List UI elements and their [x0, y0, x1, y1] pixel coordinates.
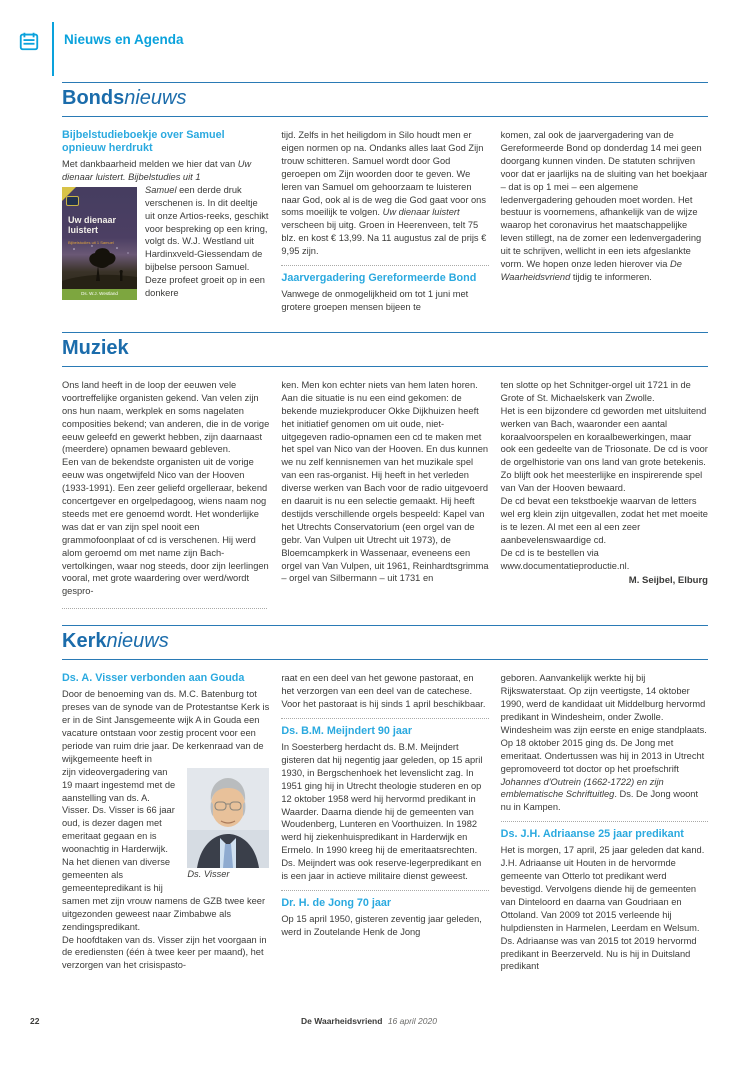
muziek-col-3 [501, 379, 708, 598]
article-title-samuel: Bijbelstudieboekje over Samuel opnieuw herdrukt [62, 129, 225, 154]
paragraph: In Soesterberg herdacht ds. B.M. Meijndert gisteren dat hij negentig jaar geleden, op 15 april 1930, in Bergschenhoek het levenslicht zag. In 1951 ging hij in Utrecht theologie studeren en op 12 oktober 1958 werd hij hervormd predikant in Waarder. Daarna diende hij de gemeenten van Woudenberg, Lunteren en Voorthuizen. In 1982 werd hij ziekenhuispredikant in Harderwijk en Ermelo. In 1990 kreeg hij de emeritaatsrechten. Ds. Meijndert was ook reserve-legerpredikant en is een jaar in actieve militaire dienst geweest. [281, 742, 483, 882]
section-bondsnieuws [62, 82, 708, 314]
artios-series-badge-icon [66, 196, 79, 206]
page-number: 22 [30, 1016, 40, 1026]
paragraph: Aan die situatie is nu een eind gekomen: de bekende muziekproducer Okke Dijkhuizen heeft het initiatief genomen om uit oude, niet-uitgegeven radio-opnamen een cd te maken met het spel van Nico van der Hooven. En dus kunnen we nu zelf kennisnemen van het muzikale spel van een ras-organist. Hij heeft in het verleden diverse werken van Bach voor de radio uitgevoerd en daaruit is nu een selectie gemaakt. Hij heeft destijds verschillende orgels bespeeld: Kapel van het Utrechts Conservatorium (een orgel van de gebr. Van Vulpen uit Utrecht uit 1973), de Bloemcampkerk in Wassenaar, eveneens een orgel van Van Vulpen, uit 1961, Reinhardtsgrimma – orgel van Silbermann – uit 1731 en [281, 392, 489, 584]
book-title [68, 215, 116, 235]
paragraph: Op 15 april 1950, gisteren zeventig jaar geleden, werd in Zoutelande Henk de Jong [281, 913, 482, 937]
section-title-bold: Muziek [62, 336, 129, 359]
book-subtitle: Bijbelstudies uit 1 Samuel [68, 239, 114, 245]
page-section-label: Nieuws en Agenda [64, 32, 184, 47]
bondsnieuws-col-2 [281, 129, 488, 314]
article-title-meijndert: Ds. B.M. Meijndert 90 jaar [281, 725, 413, 737]
article-title-dejong: Dr. H. de Jong 70 jaar [281, 896, 392, 909]
footer-magazine-title: De Waarheidsvriend [301, 1016, 383, 1026]
section-title-italic: nieuws [124, 87, 187, 109]
page-header [0, 22, 738, 76]
ds-visser-portrait-photo [187, 768, 269, 868]
paragraph: Het is een bijzondere cd geworden met uitsluitend werken van Bach, waaronder een aantal koraalvoorspelen en koraalbewerkingen, maar ook een gedeelte van de Triosonate. De cd is voor de orgelhistorie van ons land van grote betekenis. Zo blijft ook het meesterlijke en inspirerende spel van Van der Hooven bewaard. [500, 405, 708, 494]
header-divider [52, 22, 54, 76]
paragraph: Met dankbaarheid melden we hier dat van Uw dienaar luistert. Bijbelstudies uit 1 [62, 159, 252, 182]
muziek-columns [62, 379, 708, 598]
kerknieuws-col-3 [501, 672, 708, 973]
portrait-photo-figure [187, 768, 269, 881]
section-title-muziek [62, 332, 708, 367]
muziek-col-1 [62, 379, 269, 598]
tree-silhouette-icon [62, 243, 137, 289]
page-content [62, 78, 708, 973]
book-author-band: Ds. W.J. Westland [62, 289, 137, 300]
agenda-calendar-icon [18, 30, 40, 52]
paragraph: De cd is te bestellen via www.documentatieproductie.nl. [500, 547, 630, 571]
article-title-jaarvergadering: Jaarvergadering Gereformeerde Bond [281, 272, 477, 285]
book-title-line2: luistert [68, 224, 99, 235]
article-divider [281, 890, 488, 891]
paragraph: Ons land heeft in de loop der eeuwen vele voortreffelijke organisten gekend. Van velen zijn ons hun naam, werkplek en soms nagelaten composities bekend; van anderen, die in de vorige eeuw geleefd en gewerkt hebben, zijn daarnaast (meerdere) opnamen bewaard gebleven. [62, 379, 270, 455]
book-title-line1: Uw dienaar [68, 214, 117, 225]
paragraph: Het is morgen, 17 april, 25 jaar geleden dat kand. J.H. Adriaanse uit Houten in de hervormde gemeente van Otterlo tot predikant werd bevestigd. Vervolgens diende hij de gemeenten van Dinteloord en daarna van Goudriaan en Ottoland. Van 2009 tot 2015 verleende hij hulpdiensten in Harmelen, Leerdam en Welsum. Ds. Adriaanse was van 2015 tot 2019 hervormd predikant in Beerzerveld. Nu is hij in Duitsland predikant [500, 845, 705, 972]
article-divider [501, 821, 708, 822]
bondsnieuws-col-1 [62, 129, 269, 314]
article-title-visser: Ds. A. Visser verbonden aan Gouda [62, 672, 245, 685]
muziek-col-2 [281, 379, 488, 598]
section-title-kerknieuws [62, 625, 708, 660]
paragraph: Een van de bekendste organisten uit de vorige eeuw was ongetwijfeld Nico van der Hooven (1933-1991). Een zeer geliefd orgelleraar, bekend concertgever en orgelpedagoog, wiens naam nog steeds met ere genoemd wordt. Het wonderlijke was dat er van zijn spel nooit een grammofoonplaat of cd is verschenen. Hij werd alom geroemd om met name zijn Bach-vertolkingen, waar nog steeds, door zijn leerlingen vooral, met grote waardering over werd/wordt gespro- [62, 457, 269, 597]
paragraph: Vanwege de onmogelijkheid om tot 1 juni met grotere groepen mensen bijeen te [281, 289, 469, 312]
paragraph: Door de benoeming van ds. M.C. Batenburg tot preses van de synode van de Protestantse Kerk is er in de Sint Jansgemeente wijk A in Gouda een vacature ontstaan voor zestig procent voor een periode van ruim drie jaar. De kerkenraad van de wijkgemeente heeft in [62, 689, 270, 764]
paragraph: ten slotte op het Schnitger-orgel uit 1721 in de Grote of St. Michaelskerk van Zwolle. [500, 379, 691, 403]
paragraph: Samuel een derde druk verschenen is. In dit deeltje uit onze Artios-reeks, geschikt voor bespreking op een kring, volgt ds. W.J. Westland uit Hardinxveld-Giessendam de bijbelse persoon Samuel. Deze profeet groeit op in een donkere [145, 184, 269, 299]
section-title-bold: Bonds [62, 87, 125, 109]
kerknieuws-col-2 [281, 672, 488, 973]
paragraph: zijn videovergadering van 19 maart ingestemd met de aanstelling van ds. A. Visser. Ds. Visser is 66 jaar oud, is dezer dagen met emeritaat gegaan en is woonachtig in Harderwijk. Na het dienen van diverse gemeenten als gemeentepredikant is hij samen met zijn vrouw namens de GZB twee keer uitgezonden geweest naar Zimbabwe als zendingspredikant. [62, 766, 266, 932]
paragraph: geboren. Aanvankelijk werkte hij bij Rijkswaterstaat. Op zijn veertigste, 14 oktober 1990, werd de kandidaat uit Middelburg hervormd predikant in Windesheim, onder Zwolle. Windesheim was zijn eerste en enige standplaats. Op 18 oktober 2015 ging ds. De Jong met emeritaat. Ondertussen was hij in 2013 in Utrecht gepromoveerd tot doctor op het proefschrift Johannes d'Outrein (1662-1722) en zijn emblematische Schriftuitleg. Ds. De Jong woont nu in Kampen. [500, 673, 707, 813]
paragraph: ken. Men kon echter niets van hem laten horen. [281, 379, 478, 390]
paragraph-with-photo [62, 766, 269, 934]
footer-issue-date: 16 april 2020 [387, 1016, 437, 1026]
article-divider [281, 265, 488, 266]
kerknieuws-columns [62, 672, 708, 973]
end-of-section-dots [62, 608, 267, 609]
section-title-italic: nieuws [106, 630, 169, 653]
photo-caption: Ds. Visser [187, 868, 230, 879]
section-title-bold: Kerk [62, 630, 107, 653]
article-divider [281, 718, 488, 719]
paragraph: komen, zal ook de jaarvergadering van de Gereformeerde Bond op donderdag 14 mei geen doorgang kunnen vinden. De statuten schrijven voor dat er jaarlijks na de sluiting van het boekjaar – dat is op 1 mei – een algemene ledenvergadering gehouden moet worden. Het bestuur is voornemens, afhankelijk van de wijze waarop het coronavirus het maatschappelijke leven stillegt, na de zomer een ledenvergadering uit te schrijven, wellicht in een iets afgeslankte vorm. We hopen onze leden hierover via De Waarheidsvriend tijdig te informeren. [500, 130, 708, 282]
paragraph: tijd. Zelfs in het heiligdom in Silo houdt men er eigen normen op na. Ondanks alles laat God Zijn trouw schitteren. Samuel wordt door God geroepen om Zijn woorden door te geven. We leren van Samuel om gehoorzaam te luisteren naar God, ook al is de weg die God gaat voor ons soms moeilijk te volgen. Uw dienaar luistert verscheen bij uitg. Groen in Heerenveen, telt 75 blz. en kost € 13,99. Na 11 augustus zal de prijs € 9,95 zijn. [281, 130, 487, 257]
footer-center [0, 1016, 738, 1026]
section-title-bondsnieuws [62, 82, 708, 117]
page-footer [0, 1016, 738, 1036]
kerknieuws-col-1 [62, 672, 269, 973]
article-title-adriaanse: Ds. J.H. Adriaanse 25 jaar predikant [500, 828, 684, 841]
paragraph: De cd bevat een tekstboekje waarvan de letters wel erg klein zijn uitgevallen, zodat het met moeite is te lezen. Al met een al een zeer aanbevelenswaardige cd. [500, 496, 708, 545]
section-muziek [62, 332, 708, 609]
book-cover [62, 187, 137, 300]
author-signature: M. Seijbel, Elburg [628, 575, 708, 587]
bondsnieuws-columns [62, 129, 708, 314]
paragraph: De hoofdtaken van ds. Visser zijn het voorgaan in de erediensten (één à twee keer per maand), het verzorgen van het crisispasto- [62, 934, 267, 971]
section-kerknieuws [62, 625, 708, 973]
paragraph-with-book [62, 184, 269, 300]
bondsnieuws-col-3 [501, 129, 708, 314]
paragraph: raat en een deel van het gewone pastoraat, en het verzorgen van een deel van de catechese. Voor het pastoraat is hij sinds 1 april beschikbaar. [281, 673, 486, 710]
